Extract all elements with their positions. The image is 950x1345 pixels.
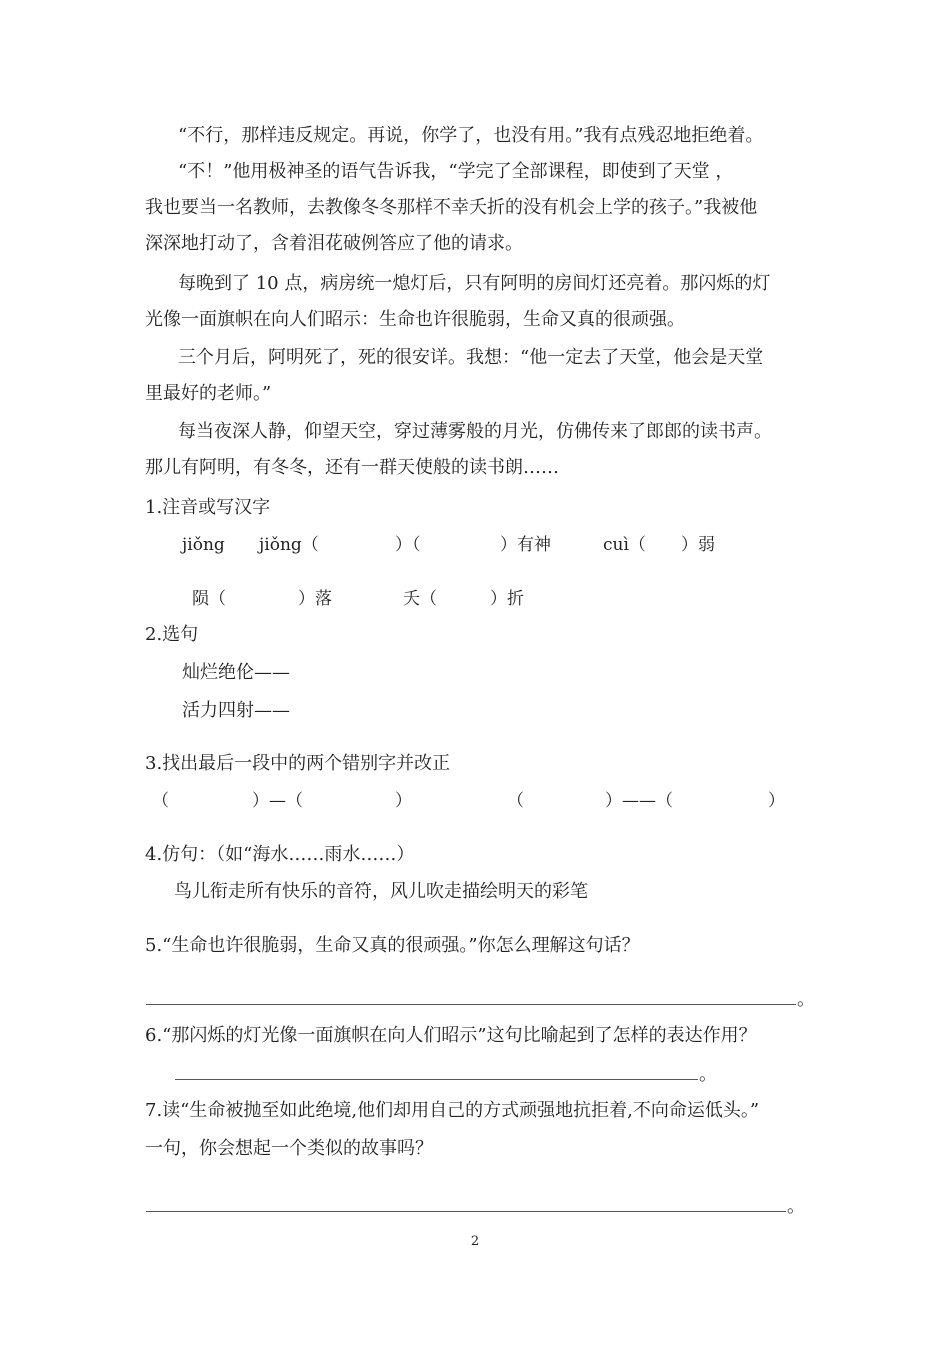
paragraph-line: 光像一面旗帜在向人们昭示：生命也许很脆弱，生命又真的很顽强。: [145, 309, 685, 330]
pinyin-item: jiǒng: [182, 535, 225, 555]
phrase-item: 灿烂绝伦——: [182, 662, 290, 683]
question-title: 7.读“生命被抛至如此绝境,他们却用自己的方式顽强地抗拒着,不向命运低头。”: [145, 1100, 760, 1121]
paragraph-line: 深深地打动了，含着泪花破例答应了他的请求。: [145, 233, 523, 254]
pinyin-item: cuì（: [603, 535, 646, 555]
bracket: ）——（: [605, 791, 673, 811]
pinyin-item: jiǒng（: [259, 535, 319, 555]
word-part: ）弱: [681, 535, 715, 555]
paragraph-line: “不行，那样违反规定。再说，你学了，也没有用。”我有点残忍地拒绝着。: [178, 125, 764, 146]
sample-sentence: 鸟儿衔走所有快乐的音符，风儿吹走描绘明天的彩笔: [174, 881, 588, 902]
word-part: ）落: [298, 589, 332, 609]
paragraph-line: 每晚到了 10 点，病房统一熄灯后，只有阿明的房间灯还亮着。那闪烁的灯: [178, 273, 771, 294]
question-title: 6.“那闪烁的灯光像一面旗帜在向人们昭示”这句比喻起到了怎样的表达作用？: [145, 1025, 757, 1046]
bracket: ）（: [395, 535, 421, 555]
paragraph-line: 那儿有阿明，有冬冬，还有一群天使般的读书朗……: [145, 457, 559, 478]
answer-line[interactable]: [146, 1211, 786, 1212]
paragraph-line: 我也要当一名教师，去教像冬冬那样不幸夭折的没有机会上学的孩子。”我被他: [145, 197, 758, 218]
question-title: 一句，你会想起一个类似的故事吗？: [145, 1138, 433, 1159]
paragraph-line: “不！”他用极神圣的语气告诉我，“学完了全部课程，即使到了天堂 ，: [178, 161, 734, 182]
word-part: ）有神: [500, 535, 551, 555]
paragraph-line: 每当夜深人静，仰望天空，穿过薄雾般的月光，仿佛传来了郎郎的读书声。: [178, 421, 772, 442]
char-item: 夭（: [403, 589, 437, 609]
answer-line[interactable]: [175, 1079, 698, 1080]
paragraph-line: 里最好的老师。”: [145, 383, 272, 404]
bracket: ）—（: [252, 791, 303, 811]
question-title: 3.找出最后一段中的两个错别字并改正: [145, 753, 451, 774]
bracket: ）: [768, 791, 785, 811]
bracket: ）: [395, 791, 412, 811]
bracket: （: [507, 791, 524, 811]
answer-end: 。: [787, 1196, 805, 1217]
question-title: 1.注音或写汉字: [145, 497, 271, 518]
char-item: 陨（: [192, 589, 226, 609]
answer-end: 。: [797, 989, 815, 1010]
question-title: 4.仿句：（如“海水……雨水……）: [145, 844, 415, 865]
word-part: ）折: [490, 589, 524, 609]
paragraph-line: 三个月后，阿明死了，死的很安详。我想：“他一定去了天堂，他会是天堂: [178, 347, 764, 368]
answer-end: 。: [699, 1064, 717, 1085]
answer-line[interactable]: [146, 1004, 796, 1005]
bracket: （: [152, 791, 169, 811]
question-title: 5.“生命也许很脆弱，生命又真的很顽强。”你怎么理解这句话？: [145, 935, 640, 956]
question-title: 2.选句: [145, 624, 199, 645]
phrase-item: 活力四射——: [182, 700, 290, 721]
page-number: 2: [470, 1234, 480, 1249]
